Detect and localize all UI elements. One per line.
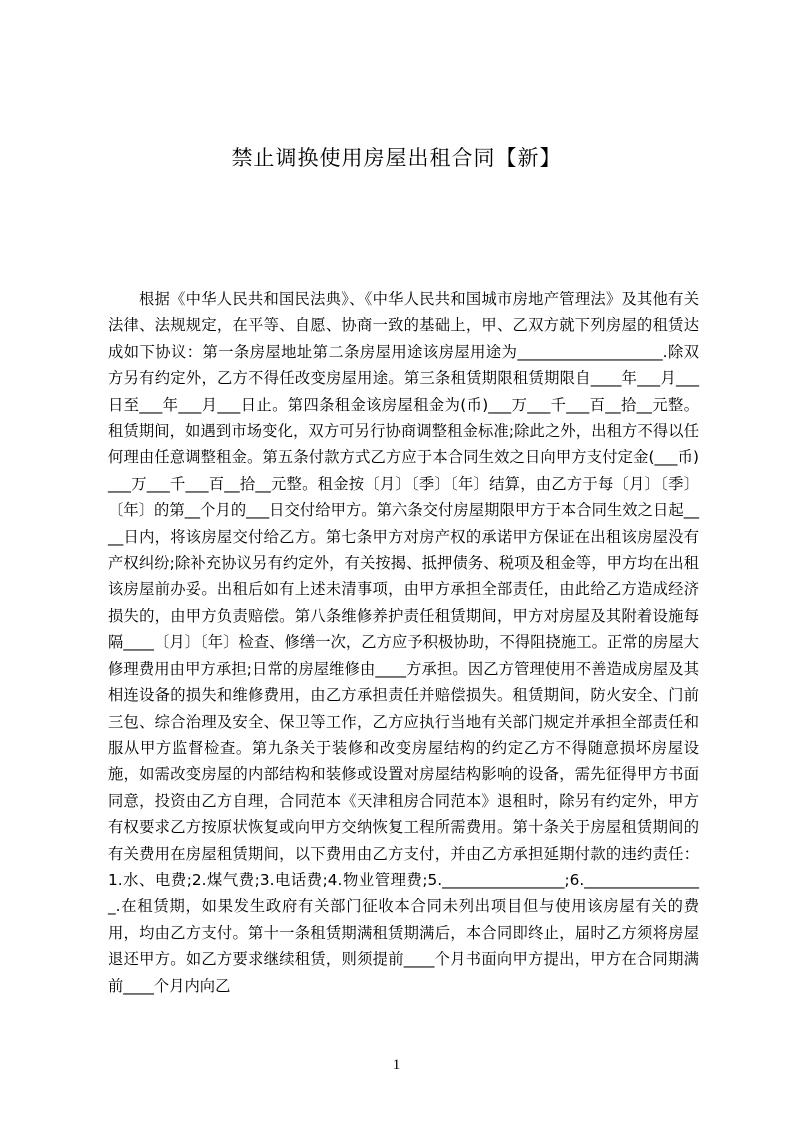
- page-number: 1: [392, 1057, 401, 1073]
- document-title: 禁止调换使用房屋出租合同【新】: [231, 146, 562, 170]
- contract-body-paragraph: 根据《中华人民共和国民法典》、《中华人民共和国城市房地产管理法》及其他有关法律、法规规定，在平等、自愿、协商一致的基础上，甲、乙双方就下列房屋的租赁达成如下协议：第一条房屋地址第二条房屋用途该房屋用途为___________________.除双方另有约定外，乙方不得任改变房屋用途。第三条租赁期限租赁期限自____年___月___日至___年___月___日止。第四条租金该房屋租金为(币)___万___千___百__拾__元整。租赁期间，如遇到市场变化，双方可另行协商调整租金标准;除此之外，出租方不得以任何理由任意调整租金。第五条付款方式乙方应于本合同生效之日向甲方支付定金(___币)___万___千___百__拾__元整。租金按〔月〕〔季〕〔年〕结算，由乙方于每〔月〕〔季〕〔年〕的第__个月的___日交付给甲方。第六条交付房屋期限甲方于本合同生效之日起____日内，将该房屋交付给乙方。第七条甲方对房产权的承诺甲方保证在出租该房屋没有产权纠纷;除补充协议另有约定外，有关按揭、抵押债务、税项及租金等，甲方均在出租该房屋前办妥。出租后如有上述未清事项，由甲方承担全部责任，由此给乙方造成经济损失的，由甲方负责赔偿。第八条维修养护责任租赁期间，甲方对房屋及其附着设施每隔____〔月〕〔年〕检查、修缮一次，乙方应予积极协助，不得阻挠施工。正常的房屋大修理费用由甲方承担;日常的房屋维修由____方承担。因乙方管理使用不善造成房屋及其相连设备的损失和维修费用，由乙方承担责任并赔偿损失。租赁期间，防火安全、门前三包、综合治理及安全、保卫等工作，乙方应执行当地有关部门规定并承担全部责任和服从甲方监督检查。第九条关于装修和改变房屋结构的约定乙方不得随意损坏房屋设施，如需改变房屋的内部结构和装修或设置对房屋结构影响的设备，需先征得甲方书面同意，投资由乙方自理，合同范本《天津租房合同范本》退租时，除另有约定外，甲方有权要求乙方按原状恢复或向甲方交纳恢复工程所需费用。第十条关于房屋租赁期间的有关费用在房屋租赁期间，以下费用由乙方支付，并由乙方承担延期付款的违约责任：1.水、电费;2.煤气费;3.电话费;4.物业管理费;5.________________;6.________________.在租赁期，如果发生政府有关部门征收本合同未列出项目但与使用该房屋有关的费用，均由乙方支付。第十一条租赁期满租赁期满后，本合同即终止，届时乙方须将房屋退还甲方。如乙方要求继续租赁，则须提前____个月书面向甲方提出，甲方在合同期满前____个月内向乙: [108, 290, 699, 995]
